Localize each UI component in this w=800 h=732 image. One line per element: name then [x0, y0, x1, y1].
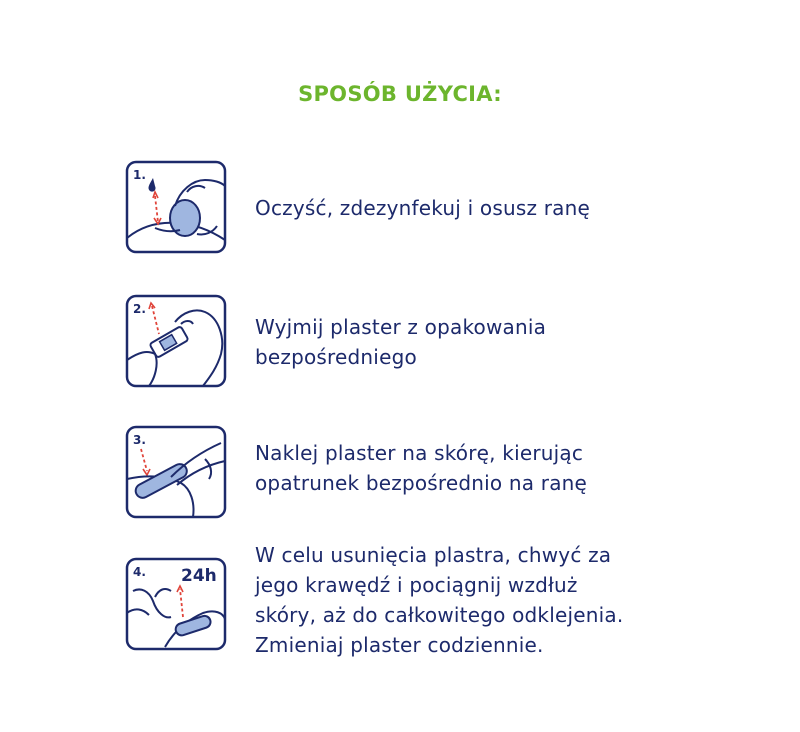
step-line: Wyjmij plaster z opakowania — [255, 315, 547, 339]
remove-plaster-icon — [125, 294, 227, 388]
step-line: bezpośredniego — [255, 345, 417, 369]
apply-plaster-icon — [125, 425, 227, 519]
step-number: 3. — [133, 433, 146, 447]
badge-24h: 24h — [181, 566, 217, 586]
step-number: 4. — [133, 565, 146, 579]
step-line: W celu usunięcia plastra, chwyć za — [255, 543, 612, 567]
step-4-text — [255, 540, 623, 660]
step-line: opatrunek bezpośrednio na ranę — [255, 471, 588, 495]
step-2-text — [255, 312, 546, 372]
step-number: 2. — [133, 302, 146, 316]
step-line: Oczyść, zdezynfekuj i osusz ranę — [255, 196, 590, 220]
step-1-text — [255, 193, 590, 223]
step-line: Naklej plaster na skórę, kierując — [255, 441, 584, 465]
step-line: skóry, aż do całkowitego odklejenia. — [255, 603, 624, 627]
clean-wound-icon — [125, 160, 227, 254]
step-line: jego krawędź i pociągnij wzdłuż — [255, 573, 578, 597]
step-number: 1. — [133, 168, 146, 182]
peel-plaster-icon — [125, 557, 227, 651]
page-title: SPOSÓB UŻYCIA: — [298, 82, 502, 106]
step-3-text — [255, 438, 587, 498]
step-line: Zmieniaj plaster codziennie. — [255, 633, 544, 657]
